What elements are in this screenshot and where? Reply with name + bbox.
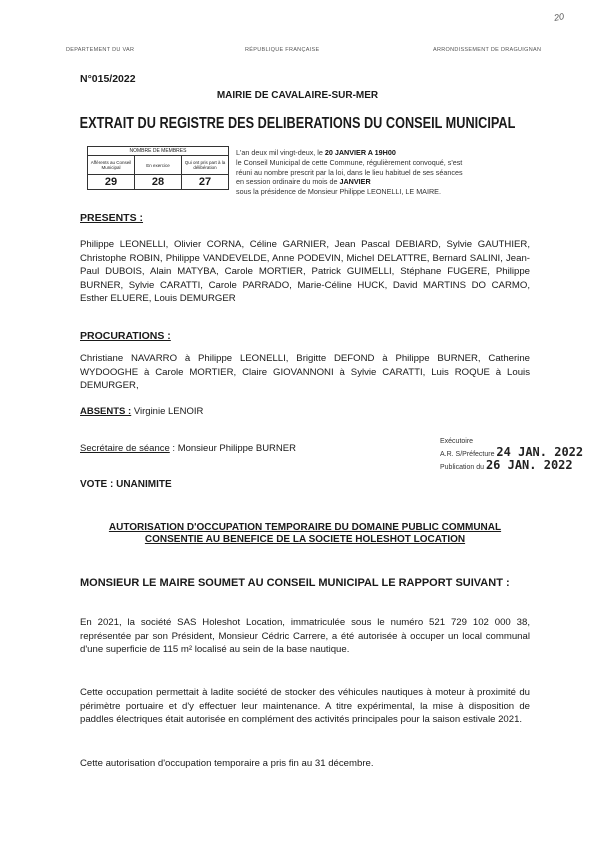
deliberation-number: N°015/2022: [80, 73, 136, 85]
secretaire-label: Secrétaire de séance: [80, 443, 170, 454]
members-header-afferents: Afférents au Conseil Municipal: [88, 156, 135, 175]
convocation-line1: L'an deux mil vingt-deux, le: [236, 148, 323, 157]
procurations-list: Christiane NAVARRO à Philippe LEONELLI, Brigitte DEFOND à Philippe BURNER, Catherine WYDOOGHE à Carole MORTIER, Claire GIOVANNONI à Sylvie CARATTI, Luis ROQUE à Louis DEMURGER,: [80, 353, 530, 392]
stamp-prefecture: A.R. S/Préfecture: [440, 451, 495, 458]
document-title: EXTRAIT DU REGISTRE DES DELIBERATIONS DU CONSEIL MUNICIPAL: [79, 115, 516, 132]
absents-names: Virginie LENOIR: [133, 406, 204, 417]
members-header-exercice: En exercice: [135, 156, 182, 175]
paragraph-3: Cette autorisation d'occupation temporaire a pris fin au 31 décembre.: [80, 758, 374, 769]
execution-stamp: [440, 437, 583, 473]
convocation-line5: sous la présidence de Monsieur Philippe LEONELLI, LE MAIRE.: [236, 187, 441, 197]
mairie-name: MAIRIE DE CAVALAIRE-SUR-MER: [216, 90, 379, 101]
stamp-date-2: 26 JAN. 2022: [485, 458, 573, 472]
members-value-exercice: 28: [135, 175, 182, 190]
absents-label: ABSENTS :: [80, 406, 132, 417]
presents-list: Philippe LEONELLI, Olivier CORNA, Céline GARNIER, Jean Pascal DEBIARD, Sylvie GAUTHIER, Christophe ROBIN, Philippe VANDEVELDE, Anne PODEVIN, Michel DELATTRE, Bernard SALINI, Jean-Paul DUBOIS, Alain MATYBA, Carole MORTIER, Patrick GUIMELLI, Stéphane FUGERE, Philippe BURNER, Sylvie CARATTI, Carole PARRADO, Marie-Céline HUCK, David MARTINS DO CARMO, Esther ELUERE, Louis DEMURGER: [80, 239, 530, 305]
presents-label: PRESENTS :: [80, 212, 144, 224]
paragraph-2: Cette occupation permettait à ladite société de stocker des véhicules nautiques à moteur à proximité du périmètre portuaire et d'y effectuer leur maintenance. A titre expérimental, la mise à disposition de paddles électriques était autorisée en complément des activités principales pour la saison estivale 2021.: [80, 687, 530, 726]
stamp-executoire: Exécutoire: [440, 438, 474, 445]
stamp-publication: Publication du: [440, 464, 484, 471]
header-department: DEPARTEMENT DU VAR: [66, 47, 135, 53]
stamp-date-1: 24 JAN. 2022: [496, 445, 584, 459]
absents-line: [80, 406, 203, 417]
members-table: [87, 146, 229, 190]
header-arrondissement: ARRONDISSEMENT DE DRAGUIGNAN: [433, 47, 542, 53]
vote-result: VOTE : UNANIMITE: [80, 479, 172, 490]
convocation-line4: en session ordinaire du mois de: [236, 177, 338, 187]
members-header-part: Qui ont pris part à la délibération: [182, 156, 229, 175]
convocation-date: 20 JANVIER A 19H00: [324, 148, 396, 157]
paragraph-1: En 2021, la société SAS Holeshot Location, immatriculée sous le numéro 521 729 102 000 38, représentée par son Président, Monsieur Cédric Carrere, a été autorisée à occuper un local communal d'une superficie de 115 m² localisé au sein de la base nautique.: [80, 617, 530, 656]
corner-handwritten-mark: 20: [553, 11, 565, 23]
members-value-part: 27: [182, 175, 229, 190]
members-table-title: NOMBRE DE MEMBRES: [88, 147, 229, 156]
convocation-month: JANVIER: [339, 177, 371, 187]
secretaire-line: [80, 443, 296, 454]
procurations-label: PROCURATIONS :: [80, 330, 171, 342]
header-republic: RÉPUBLIQUE FRANÇAISE: [245, 47, 320, 53]
deliberation-subject: AUTORISATION D'OCCUPATION TEMPORAIRE DU DOMAINE PUBLIC COMMUNAL CONSENTIE AU BENEFICE DE LA SOCIETE HOLESHOT LOCATION: [108, 522, 502, 545]
convocation-text: [236, 148, 548, 197]
secretaire-name: : Monsieur Philippe BURNER: [172, 443, 296, 454]
members-value-afferents: 29: [88, 175, 135, 190]
intro-heading: MONSIEUR LE MAIRE SOUMET AU CONSEIL MUNICIPAL LE RAPPORT SUIVANT :: [80, 577, 510, 589]
convocation-line3: réuni au nombre prescrit par la loi, dans le lieu habituel de ses séances: [236, 167, 463, 177]
convocation-line2: le Conseil Municipal de cette Commune, régulièrement convoqué, s'est: [236, 157, 463, 167]
